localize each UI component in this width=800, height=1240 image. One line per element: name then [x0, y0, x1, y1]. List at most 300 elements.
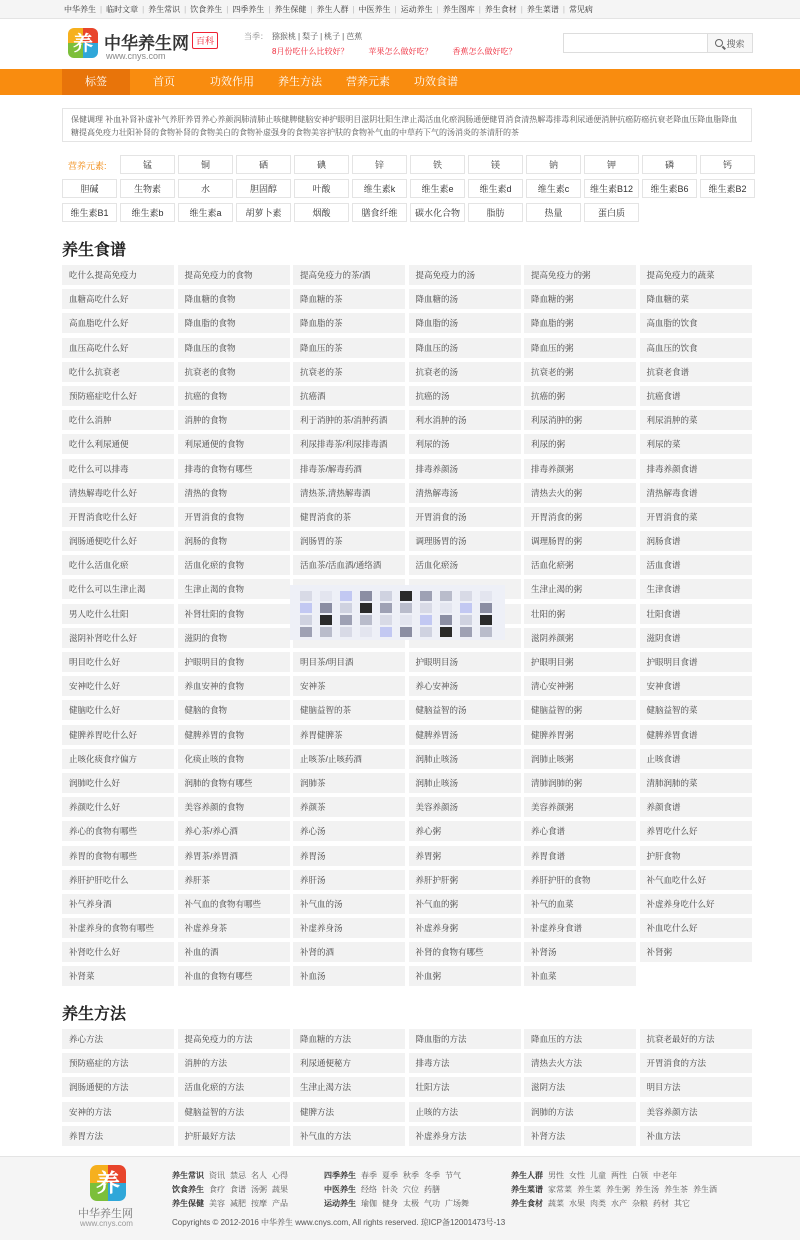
method-link[interactable]: 预防癌症的方法 [62, 1053, 174, 1073]
nutrient-link[interactable]: 维生素B2 [700, 179, 755, 198]
footer-link[interactable]: 男性 [548, 1171, 564, 1180]
footer-link[interactable]: 其它 [674, 1199, 690, 1208]
nutrient-link[interactable]: 磷 [642, 155, 697, 174]
recipe-link[interactable]: 活血食谱 [640, 555, 752, 575]
recipe-link[interactable]: 降血压的茶 [293, 338, 405, 358]
method-link[interactable]: 抗衰老最好的方法 [640, 1029, 752, 1049]
method-link[interactable]: 健脑益智的方法 [178, 1102, 290, 1122]
recipe-link[interactable]: 高血压的饮食 [640, 338, 752, 358]
method-link[interactable]: 消肿的方法 [178, 1053, 290, 1073]
recipe-link[interactable]: 健脑吃什么好 [62, 700, 174, 720]
footer-link[interactable]: 健身 [382, 1199, 398, 1208]
recipe-link[interactable]: 养胃汤 [293, 846, 405, 866]
recipe-link[interactable]: 止咳食谱 [640, 749, 752, 769]
footer-link[interactable]: 汤粥 [251, 1185, 267, 1194]
recipe-link[interactable]: 补肾菜 [62, 966, 174, 986]
recipe-link[interactable]: 健脑益智的茶 [293, 700, 405, 720]
footer-link[interactable]: 白领 [632, 1171, 648, 1180]
recipe-link[interactable]: 补虚养身的食物有哪些 [62, 918, 174, 938]
method-link[interactable]: 降血压的方法 [524, 1029, 636, 1049]
recipe-link[interactable]: 补虚养身汤 [293, 918, 405, 938]
method-link[interactable]: 活血化瘀的方法 [178, 1077, 290, 1097]
recipe-link[interactable]: 吃什么消肿 [62, 410, 174, 430]
footer-link[interactable]: 产品 [272, 1199, 288, 1208]
recipe-link[interactable]: 吃什么抗衰老 [62, 362, 174, 382]
recipe-link[interactable]: 降血糖的茶 [293, 289, 405, 309]
recipe-link[interactable]: 活血化瘀的食物 [178, 555, 290, 575]
footer-link[interactable]: 名人 [251, 1171, 267, 1180]
nutrient-link[interactable]: 维生素k [352, 179, 407, 198]
footer-heading-link[interactable]: 饮食养生 [172, 1185, 204, 1194]
method-link[interactable]: 补气血的方法 [293, 1126, 405, 1146]
method-link[interactable]: 美容养颜方法 [640, 1102, 752, 1122]
footer-link[interactable]: 食谱 [230, 1185, 246, 1194]
recipe-link[interactable]: 润肺吃什么好 [62, 773, 174, 793]
recipe-link[interactable]: 血压高吃什么好 [62, 338, 174, 358]
recipe-link[interactable]: 男人吃什么壮阳 [62, 604, 174, 624]
footer-heading-link[interactable]: 养生菜谱 [511, 1185, 543, 1194]
recipe-link[interactable]: 抗衰老食谱 [640, 362, 752, 382]
topnav-link[interactable]: 运动养生 [400, 5, 433, 14]
footer-link[interactable]: 针灸 [382, 1185, 398, 1194]
topnav-link[interactable]: 常见病 [568, 5, 593, 14]
mainnav-tab[interactable]: 营养元素 [346, 76, 390, 88]
footer-heading-link[interactable]: 运动养生 [324, 1199, 356, 1208]
recipe-link[interactable]: 养心茶/养心酒 [178, 821, 290, 841]
topnav-link[interactable]: 饮食养生 [190, 5, 223, 14]
recipe-link[interactable]: 养肝护肝的食物 [524, 870, 636, 890]
recipe-link[interactable]: 润肠胃的茶 [293, 531, 405, 551]
recipe-link[interactable]: 排毒的食物有哪些 [178, 459, 290, 479]
nutrient-link[interactable]: 维生素a [178, 203, 233, 222]
recipe-link[interactable]: 吃什么利尿通便 [62, 434, 174, 454]
recipe-link[interactable]: 提高免疫力的茶/酒 [293, 265, 405, 285]
recipe-link[interactable]: 补血粥 [409, 966, 521, 986]
recipe-link[interactable]: 降血糖的粥 [524, 289, 636, 309]
mainnav-tab[interactable]: 养生方法 [278, 76, 322, 88]
method-link[interactable]: 安神的方法 [62, 1102, 174, 1122]
topnav-link[interactable]: 养生食材 [484, 5, 517, 14]
method-link[interactable]: 补血方法 [640, 1126, 752, 1146]
recipe-link[interactable]: 养肝茶 [178, 870, 290, 890]
recipe-link[interactable]: 安神吃什么好 [62, 676, 174, 696]
footer-link[interactable]: 肉类 [590, 1199, 606, 1208]
method-link[interactable]: 补虚养身方法 [409, 1126, 521, 1146]
nutrient-link[interactable]: 维生素c [526, 179, 581, 198]
nutrient-link[interactable]: 叶酸 [294, 179, 349, 198]
topnav-link[interactable]: 临时文章 [106, 5, 139, 14]
recipe-link[interactable]: 补肾粥 [640, 942, 752, 962]
method-link[interactable]: 滋阴方法 [524, 1077, 636, 1097]
footer-link[interactable]: 夏季 [382, 1171, 398, 1180]
recipe-link[interactable]: 调理肠胃的汤 [409, 531, 521, 551]
recipe-link[interactable]: 壮阳的粥 [524, 604, 636, 624]
recipe-link[interactable]: 开胃消食的粥 [524, 507, 636, 527]
recipe-link[interactable]: 养心食谱 [524, 821, 636, 841]
method-link[interactable]: 健脾方法 [293, 1102, 405, 1122]
recipe-link[interactable]: 清肺润肺的菜 [640, 773, 752, 793]
hot-question-link[interactable]: 苹果怎么做好吃？ [368, 47, 433, 56]
footer-link[interactable]: 太极 [403, 1199, 419, 1208]
recipe-link[interactable]: 养血安神的食物 [178, 676, 290, 696]
recipe-link[interactable]: 美容养颜汤 [409, 797, 521, 817]
recipe-link[interactable]: 补虚养身粥 [409, 918, 521, 938]
recipe-link[interactable]: 安神食谱 [640, 676, 752, 696]
recipe-link[interactable]: 护眼明目粥 [524, 652, 636, 672]
recipe-link[interactable]: 排毒养颜汤 [409, 459, 521, 479]
recipe-link[interactable]: 补血的食物有哪些 [178, 966, 290, 986]
footer-link[interactable]: 水果 [569, 1199, 585, 1208]
footer-heading-link[interactable]: 养生食材 [511, 1199, 543, 1208]
recipe-link[interactable]: 养胃健脾茶 [293, 725, 405, 745]
recipe-link[interactable]: 健脾养胃吃什么好 [62, 725, 174, 745]
recipe-link[interactable]: 补虚养身吃什么好 [640, 894, 752, 914]
nutrient-link[interactable]: 硒 [236, 155, 291, 174]
topnav-link[interactable]: 养生人群 [316, 5, 349, 14]
recipe-link[interactable]: 排毒养颜粥 [524, 459, 636, 479]
recipe-link[interactable]: 养肝汤 [293, 870, 405, 890]
recipe-link[interactable]: 健脾养胃的食物 [178, 725, 290, 745]
recipe-link[interactable]: 养颜茶 [293, 797, 405, 817]
nutrient-link[interactable]: 铜 [178, 155, 233, 174]
recipe-link[interactable]: 抗衰老的粥 [524, 362, 636, 382]
nutrient-link[interactable]: 镁 [468, 155, 523, 174]
footer-link[interactable]: 心得 [272, 1171, 288, 1180]
nutrient-link[interactable]: 胆固醇 [236, 179, 291, 198]
topnav-link[interactable]: 养生菜谱 [526, 5, 559, 14]
topnav-link[interactable]: 养生保健 [274, 5, 307, 14]
recipe-link[interactable]: 清热去火的粥 [524, 483, 636, 503]
recipe-link[interactable]: 清热茶,清热解毒酒 [293, 483, 405, 503]
recipe-link[interactable]: 健脑益智的粥 [524, 700, 636, 720]
hot-question-link[interactable]: 8月份吃什么比较好？ [272, 47, 349, 56]
recipe-link[interactable]: 降血脂的茶 [293, 313, 405, 333]
recipe-link[interactable]: 吃什么活血化瘀 [62, 555, 174, 575]
footer-link[interactable]: 儿童 [590, 1171, 606, 1180]
footer-link[interactable]: 药材 [653, 1199, 669, 1208]
recipe-link[interactable]: 滋阴食谱 [640, 628, 752, 648]
recipe-link[interactable]: 开胃消食的菜 [640, 507, 752, 527]
nutrient-link[interactable]: 钾 [584, 155, 639, 174]
mainnav-tab[interactable]: 标签 [62, 69, 130, 95]
method-link[interactable]: 利尿通便秘方 [293, 1053, 405, 1073]
footer-link[interactable]: 养生菜 [577, 1185, 601, 1194]
recipe-link[interactable]: 养胃粥 [409, 846, 521, 866]
method-link[interactable]: 护肝最好方法 [178, 1126, 290, 1146]
recipe-link[interactable]: 补虚养身食谱 [524, 918, 636, 938]
recipe-link[interactable]: 排毒养颜食谱 [640, 459, 752, 479]
recipe-link[interactable]: 清热的食物 [178, 483, 290, 503]
footer-link[interactable]: 秋季 [403, 1171, 419, 1180]
footer-link[interactable]: 节气 [445, 1171, 461, 1180]
recipe-link[interactable]: 养胃食谱 [524, 846, 636, 866]
recipe-link[interactable]: 护眼明目食谱 [640, 652, 752, 672]
recipe-link[interactable]: 抗癌的汤 [409, 386, 521, 406]
nutrient-link[interactable]: 铁 [410, 155, 465, 174]
recipe-link[interactable]: 补肾的食物有哪些 [409, 942, 521, 962]
recipe-link[interactable]: 排毒茶/解毒药酒 [293, 459, 405, 479]
recipe-link[interactable]: 润肺茶 [293, 773, 405, 793]
tags-box[interactable]: 保健调理 补血补肾补虚补气养肝养胃养心养颜润肺清肺止咳健脾健脑安神护眼明目滋阴壮阳生津止渴活血化瘀润肠通便健胃消食清热解毒排毒利尿通便消肿抗癌防癌抗衰老降血压降血脂降血糖提高免疫力壮阳补肾的食物补肾的食物美白的食物补虚强身的食物美容护肤的食物补气血的中草药下气的汤消炎的茶清肝的茶 [62, 108, 752, 142]
recipe-link[interactable]: 润肠通便吃什么好 [62, 531, 174, 551]
footer-heading-link[interactable]: 养生保健 [172, 1199, 204, 1208]
recipe-link[interactable]: 降血压的汤 [409, 338, 521, 358]
recipe-link[interactable]: 养心汤 [293, 821, 405, 841]
recipe-link[interactable]: 血糖高吃什么好 [62, 289, 174, 309]
footer-link[interactable]: 广场舞 [445, 1199, 469, 1208]
mainnav-tab[interactable]: 功效食谱 [414, 76, 458, 88]
recipe-link[interactable]: 养心粥 [409, 821, 521, 841]
recipe-link[interactable]: 降血脂的食物 [178, 313, 290, 333]
recipe-link[interactable]: 补血菜 [524, 966, 636, 986]
recipe-link[interactable]: 活血化瘀汤 [409, 555, 521, 575]
hot-question-link[interactable]: 香蕉怎么做好吃？ [452, 47, 517, 56]
recipe-link[interactable]: 利尿排毒茶/利尿排毒酒 [293, 434, 405, 454]
footer-link[interactable]: 养生酒 [693, 1185, 717, 1194]
footer-link[interactable]: 美容 [209, 1199, 225, 1208]
recipe-link[interactable]: 健脑益智的汤 [409, 700, 521, 720]
recipe-link[interactable]: 抗癌食谱 [640, 386, 752, 406]
recipe-link[interactable]: 养心的食物有哪些 [62, 821, 174, 841]
nutrient-link[interactable]: 烟酸 [294, 203, 349, 222]
recipe-link[interactable]: 养胃吃什么好 [640, 821, 752, 841]
footer-heading-link[interactable]: 养生人群 [511, 1171, 543, 1180]
recipe-link[interactable]: 补肾的酒 [293, 942, 405, 962]
footer-link[interactable]: 蔬菜 [548, 1199, 564, 1208]
footer-heading-link[interactable]: 中医养生 [324, 1185, 356, 1194]
footer-link[interactable]: 气功 [424, 1199, 440, 1208]
nutrient-link[interactable]: 生物素 [120, 179, 175, 198]
recipe-link[interactable]: 清热解毒汤 [409, 483, 521, 503]
recipe-link[interactable]: 降血压的粥 [524, 338, 636, 358]
recipe-link[interactable]: 清心安神粥 [524, 676, 636, 696]
recipe-link[interactable]: 降血脂的汤 [409, 313, 521, 333]
nutrient-link[interactable]: 维生素d [468, 179, 523, 198]
recipe-link[interactable]: 利尿的汤 [409, 434, 521, 454]
recipe-link[interactable]: 安神茶 [293, 676, 405, 696]
topnav-link[interactable]: 养生图库 [442, 5, 475, 14]
recipe-link[interactable]: 降血脂的粥 [524, 313, 636, 333]
recipe-link[interactable]: 健脑的食物 [178, 700, 290, 720]
recipe-link[interactable]: 利尿的粥 [524, 434, 636, 454]
topnav-link[interactable]: 中华养生 [64, 5, 96, 14]
footer-link[interactable]: 养生茶 [664, 1185, 688, 1194]
recipe-link[interactable]: 补血吃什么好 [640, 918, 752, 938]
recipe-link[interactable]: 护眼明目汤 [409, 652, 521, 672]
footer-link[interactable]: 经络 [361, 1185, 377, 1194]
recipe-link[interactable]: 养胃茶/养胃酒 [178, 846, 290, 866]
recipe-link[interactable]: 健胃消食的茶 [293, 507, 405, 527]
topnav-link[interactable]: 四季养生 [232, 5, 265, 14]
mainnav-tab[interactable]: 功效作用 [210, 76, 254, 88]
recipe-link[interactable]: 消肿的食物 [178, 410, 290, 430]
recipe-link[interactable]: 润肺止咳汤 [409, 773, 521, 793]
recipe-link[interactable]: 润肠的食物 [178, 531, 290, 551]
footer-link[interactable]: 冬季 [424, 1171, 440, 1180]
method-link[interactable]: 养胃方法 [62, 1126, 174, 1146]
recipe-link[interactable]: 健脾养胃汤 [409, 725, 521, 745]
method-link[interactable]: 壮阳方法 [409, 1077, 521, 1097]
recipe-link[interactable]: 吃什么可以排毒 [62, 459, 174, 479]
recipe-link[interactable]: 健脾养胃食谱 [640, 725, 752, 745]
footer-link[interactable]: 中老年 [653, 1171, 677, 1180]
recipe-link[interactable]: 提高免疫力的粥 [524, 265, 636, 285]
recipe-link[interactable]: 养肝护肝吃什么 [62, 870, 174, 890]
recipe-link[interactable]: 提高免疫力的汤 [409, 265, 521, 285]
recipe-link[interactable]: 吃什么提高免疫力 [62, 265, 174, 285]
recipe-link[interactable]: 壮阳食谱 [640, 604, 752, 624]
method-link[interactable]: 清热去火方法 [524, 1053, 636, 1073]
nutrient-link[interactable]: 维生素B6 [642, 179, 697, 198]
nutrient-link[interactable]: 碳水化合物 [410, 203, 465, 222]
recipe-link[interactable]: 抗衰老的汤 [409, 362, 521, 382]
footer-link[interactable]: 女性 [569, 1171, 585, 1180]
recipe-link[interactable]: 补血的酒 [178, 942, 290, 962]
search-button[interactable]: 搜索 [708, 33, 753, 53]
nutrient-link[interactable]: 维生素b [120, 203, 175, 222]
recipe-link[interactable]: 开胃消食吃什么好 [62, 507, 174, 527]
footer-link[interactable]: 水产 [611, 1199, 627, 1208]
recipe-link[interactable]: 生津食谱 [640, 579, 752, 599]
footer-link[interactable]: 穴位 [403, 1185, 419, 1194]
recipe-link[interactable]: 抗衰老的茶 [293, 362, 405, 382]
footer-link[interactable]: 资讯 [209, 1171, 225, 1180]
nutrient-link[interactable]: 热量 [526, 203, 581, 222]
footer-link[interactable]: 减肥 [230, 1199, 246, 1208]
recipe-link[interactable]: 止咳化痰食疗偏方 [62, 749, 174, 769]
footer-link[interactable]: 养生粥 [606, 1185, 630, 1194]
recipe-link[interactable]: 活血化瘀粥 [524, 555, 636, 575]
recipe-link[interactable]: 补气血的粥 [409, 894, 521, 914]
recipe-link[interactable]: 高血脂吃什么好 [62, 313, 174, 333]
nutrient-link[interactable]: 维生素B1 [62, 203, 117, 222]
footer-link[interactable]: 家常菜 [548, 1185, 572, 1194]
recipe-link[interactable]: 润肠食谱 [640, 531, 752, 551]
method-link[interactable]: 开胃消食的方法 [640, 1053, 752, 1073]
recipe-link[interactable]: 清热解毒食谱 [640, 483, 752, 503]
nutrient-link[interactable]: 锌 [352, 155, 407, 174]
recipe-link[interactable]: 补气血的汤 [293, 894, 405, 914]
method-link[interactable]: 降血糖的方法 [293, 1029, 405, 1049]
nutrient-link[interactable]: 脂肪 [468, 203, 523, 222]
method-link[interactable]: 提高免疫力的方法 [178, 1029, 290, 1049]
method-link[interactable]: 止咳的方法 [409, 1102, 521, 1122]
recipe-link[interactable]: 降血压的食物 [178, 338, 290, 358]
site-name[interactable]: 中华养生网 [104, 34, 189, 53]
recipe-link[interactable]: 降血糖的食物 [178, 289, 290, 309]
recipe-link[interactable]: 生津止渴的粥 [524, 579, 636, 599]
season-tag[interactable]: 桃子 [324, 32, 341, 41]
footer-heading-link[interactable]: 养生常识 [172, 1171, 204, 1180]
recipe-link[interactable]: 养颜食谱 [640, 797, 752, 817]
recipe-link[interactable]: 润肺止咳粥 [524, 749, 636, 769]
season-tag[interactable]: 梨子 [302, 32, 319, 41]
recipe-link[interactable]: 活血茶/活血酒/通络酒 [293, 555, 405, 575]
recipe-link[interactable]: 补肾汤 [524, 942, 636, 962]
topnav-link[interactable]: 养生常识 [148, 5, 181, 14]
recipe-link[interactable]: 健脾养胃粥 [524, 725, 636, 745]
recipe-link[interactable]: 止咳茶/止咳药酒 [293, 749, 405, 769]
recipe-link[interactable]: 补气血的食物有哪些 [178, 894, 290, 914]
footer-link[interactable]: 药膳 [424, 1185, 440, 1194]
recipe-link[interactable]: 利尿通便的食物 [178, 434, 290, 454]
encyclopedia-badge[interactable]: 百科 [192, 32, 218, 49]
nutrient-link[interactable]: 胡萝卜素 [236, 203, 291, 222]
recipe-link[interactable]: 抗癌酒 [293, 386, 405, 406]
recipe-link[interactable]: 降血糖的汤 [409, 289, 521, 309]
recipe-link[interactable]: 补肾壮阳的食物 [178, 604, 290, 624]
search-input[interactable] [563, 33, 708, 53]
recipe-link[interactable]: 养胃的食物有哪些 [62, 846, 174, 866]
nutrient-link[interactable]: 维生素B12 [584, 179, 639, 198]
method-link[interactable]: 降血脂的方法 [409, 1029, 521, 1049]
recipe-link[interactable]: 润肺止咳汤 [409, 749, 521, 769]
nutrient-link[interactable]: 碘 [294, 155, 349, 174]
recipe-link[interactable]: 降血糖的菜 [640, 289, 752, 309]
recipe-link[interactable]: 利尿消肿的菜 [640, 410, 752, 430]
nutrient-link[interactable]: 钙 [700, 155, 755, 174]
recipe-link[interactable]: 开胃消食的食物 [178, 507, 290, 527]
method-link[interactable]: 生津止渴方法 [293, 1077, 405, 1097]
recipe-link[interactable]: 润肺的食物有哪些 [178, 773, 290, 793]
recipe-link[interactable]: 调理肠胃的粥 [524, 531, 636, 551]
recipe-link[interactable]: 利水消肿的汤 [409, 410, 521, 430]
nutrient-link[interactable]: 膳食纤维 [352, 203, 407, 222]
recipe-link[interactable]: 利于消肿的茶/消肿药酒 [293, 410, 405, 430]
nutrient-link[interactable]: 水 [178, 179, 233, 198]
footer-link[interactable]: 杂粮 [632, 1199, 648, 1208]
recipe-link[interactable]: 健脑益智的菜 [640, 700, 752, 720]
recipe-link[interactable]: 补气血吃什么好 [640, 870, 752, 890]
footer-link[interactable]: 两性 [611, 1171, 627, 1180]
recipe-link[interactable]: 预防癌症吃什么好 [62, 386, 174, 406]
footer-heading-link[interactable]: 四季养生 [324, 1171, 356, 1180]
season-tag[interactable]: 芭蕉 [346, 32, 363, 41]
footer-link[interactable]: 禁忌 [230, 1171, 246, 1180]
site-logo-icon[interactable]: 养 [68, 28, 98, 58]
recipe-link[interactable]: 养心安神汤 [409, 676, 521, 696]
nutrient-link[interactable]: 蛋白质 [584, 203, 639, 222]
recipe-link[interactable]: 补虚养身茶 [178, 918, 290, 938]
footer-link[interactable]: 按摩 [251, 1199, 267, 1208]
recipe-link[interactable]: 明目吃什么好 [62, 652, 174, 672]
season-tag[interactable]: 猕猴桃 [272, 32, 296, 41]
recipe-link[interactable]: 养颜吃什么好 [62, 797, 174, 817]
recipe-link[interactable]: 补肾吃什么好 [62, 942, 174, 962]
recipe-link[interactable]: 提高免疫力的食物 [178, 265, 290, 285]
footer-link[interactable]: 春季 [361, 1171, 377, 1180]
recipe-link[interactable]: 抗癌的粥 [524, 386, 636, 406]
recipe-link[interactable]: 吃什么可以生津止渴 [62, 579, 174, 599]
method-link[interactable]: 润肺的方法 [524, 1102, 636, 1122]
recipe-link[interactable]: 化痰止咳的食物 [178, 749, 290, 769]
recipe-link[interactable]: 抗衰老的食物 [178, 362, 290, 382]
method-link[interactable]: 排毒方法 [409, 1053, 521, 1073]
recipe-link[interactable]: 清热解毒吃什么好 [62, 483, 174, 503]
footer-link[interactable]: 蔬果 [272, 1185, 288, 1194]
recipe-link[interactable]: 开胃消食的汤 [409, 507, 521, 527]
method-link[interactable]: 润肠通便的方法 [62, 1077, 174, 1097]
footer-link[interactable]: 瑜伽 [361, 1199, 377, 1208]
recipe-link[interactable]: 护眼明目的食物 [178, 652, 290, 672]
method-link[interactable]: 养心方法 [62, 1029, 174, 1049]
nutrient-link[interactable]: 胆碱 [62, 179, 117, 198]
recipe-link[interactable]: 利尿的菜 [640, 434, 752, 454]
recipe-link[interactable]: 生津止渴的食物 [178, 579, 290, 599]
recipe-link[interactable]: 补血汤 [293, 966, 405, 986]
method-link[interactable]: 补肾方法 [524, 1126, 636, 1146]
footer-link[interactable]: 养生汤 [635, 1185, 659, 1194]
